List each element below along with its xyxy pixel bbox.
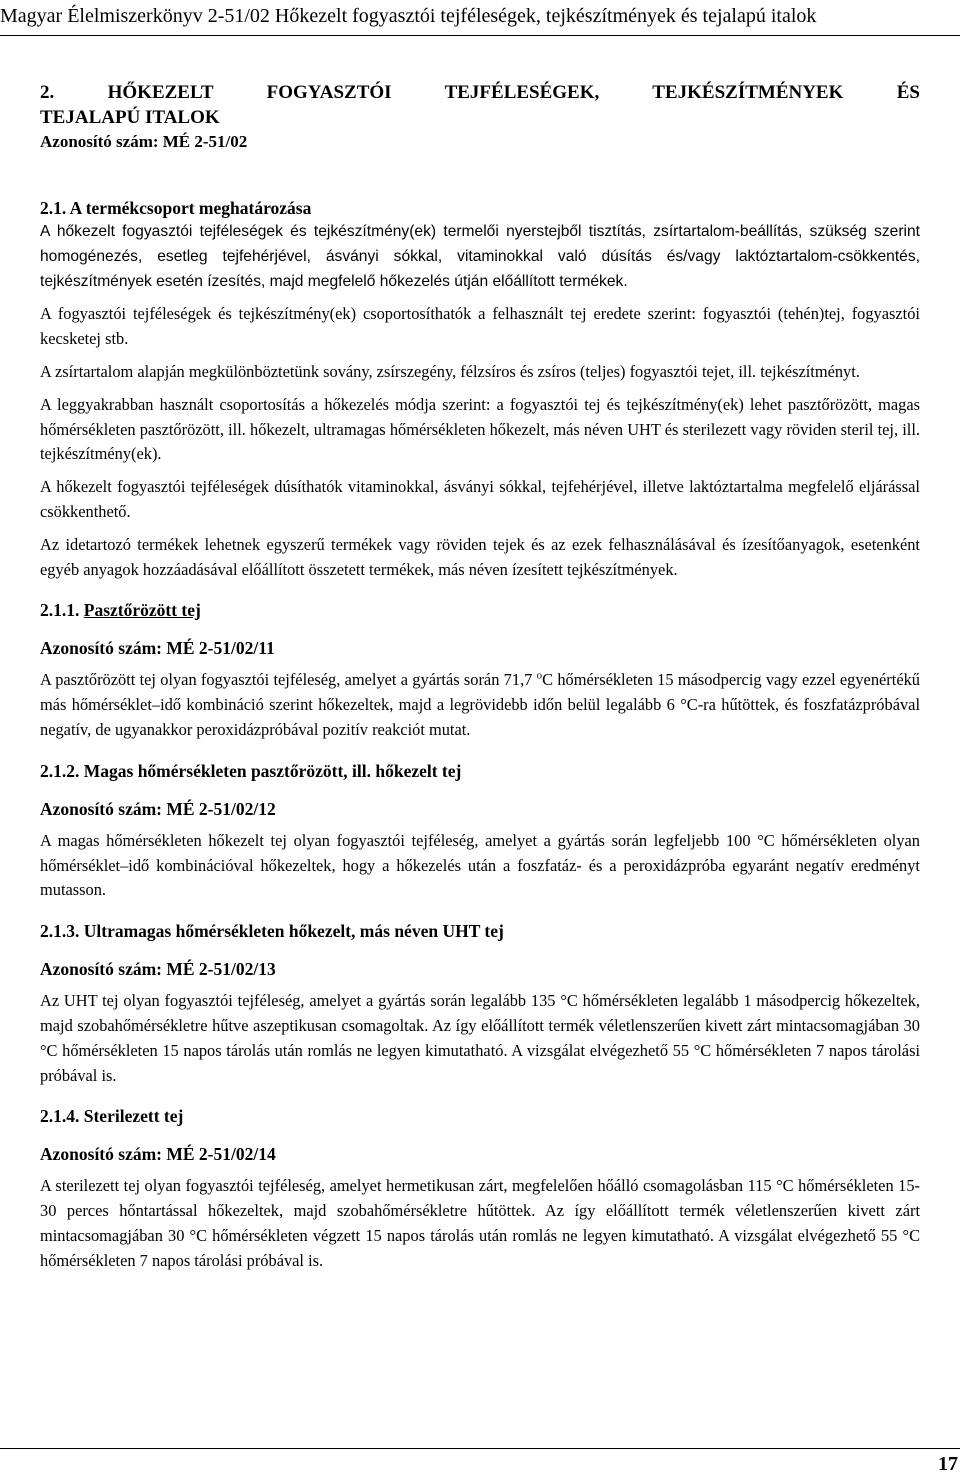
section-paragraph: A zsírtartalom alapján megkülönböztetünk sovány, zsírszegény, félzsíros és zsíros (teljes) fogyasztói tejet, ill. tejkészítményt. <box>40 361 860 381</box>
subsection-heading-2-1-2 <box>40 759 920 783</box>
section-paragraph: A leggyakrabban használt csoportosítás a hőkezelés módja szerint: a fogyasztói tej és tejkészítmény(ek) lehet pasztőrözött, magas hőmérsékleten pasztőrözött, ill. hőkezelt, ultramagas hőmérsékleten hőkezelt, más néven UHT és sterilezett vagy röviden steril tej, ill. tejkészítmény(ek). <box>40 394 920 464</box>
subsection-id: Azonosító szám: MÉ 2-51/02/11 <box>40 638 275 659</box>
subsection-id: Azonosító szám: MÉ 2-51/02/13 <box>40 959 276 980</box>
chapter-title-line2: TEJALAPÚ ITALOK <box>40 107 220 128</box>
subsection-text: Az UHT tej olyan fogyasztói tejféleség, amelyet a gyártás során legalább 135 °C hőmérsékleten legalább 1 másodpercig hőkezeltek, majd szobahőmérsékletre hűtve aszeptikusan csomagoltak. Az így előállított termék véletlenszerűen kivett zárt mintacsomagjában 30 °C hőmérsékleten 15 napos tárolás után romlás ne legyen kimutatható. A vizsgálat elvégezhető 55 °C hőmérsékleten 7 napos tárolási próbával is. <box>40 991 920 1085</box>
chapter-id: Azonosító szám: MÉ 2-51/02 <box>40 132 248 151</box>
subsection-text: A sterilezett tej olyan fogyasztói tejféleség, amelyet hermetikusan zárt, megfelelően hőálló csomagolásban 115 °C hőmérsékleten 15-30 perces hőntartással hőkezeltek, majd szobahőmérsékletre hűtöttek. Az így előállított termék véletlenszerűen kivett zárt mintacsomagjában 30 °C hőmérsékleten végzett 15 napos tárolás után romlás ne legyen kimutatható. A vizsgálat elvégezhető 55 °C hőmérsékleten 7 napos tárolási próbával is. <box>40 1176 920 1270</box>
footer-divider <box>0 1448 960 1449</box>
section-paragraph: A fogyasztói tejféleségek és tejkészítmény(ek) csoportosíthatók a felhasznált tej eredete szerint: fogyasztói (tehén)tej, fogyasztói kecsketej stb. <box>40 304 920 349</box>
subsection-text-part: A pasztőrözött tej olyan fogyasztói tejféleség, amelyet a gyártás során 71,7 <box>40 670 537 690</box>
subsection-number: 2.1.4. <box>40 1106 80 1127</box>
subsection-title: Sterilezett tej <box>83 1106 184 1127</box>
subsection-number: 2.1.1. <box>40 600 80 621</box>
running-header <box>0 0 960 36</box>
subsection-heading-2-1-4 <box>40 1104 920 1128</box>
section-paragraph: Az idetartozó termékek lehetnek egyszerű termékek vagy röviden tejek és az ezek felhasználásával és ízesítőanyagok, esetenként egyéb anyagok hozzáadásával előállított összetett termékek, más néven ízesített tejkészítmények. <box>40 534 920 579</box>
running-header-title: Magyar Élelmiszerkönyv 2-51/02 Hőkezelt fogyasztói tejféleségek, tejkészítmények és tejalapú italok <box>0 5 817 27</box>
subsection-title: Magas hőmérsékleten pasztőrözött, ill. hőkezelt tej <box>83 760 462 781</box>
subsection-title: Ultramagas hőmérsékleten hőkezelt, más néven UHT tej <box>83 921 504 942</box>
section-heading: 2.1. A termékcsoport meghatározása <box>40 198 312 218</box>
subsection-heading-2-1-3 <box>40 919 920 943</box>
degree-superscript: o <box>536 669 543 682</box>
subsection-title: Pasztőrözött tej <box>83 600 201 621</box>
chapter-title-line1: 2. HŐKEZELT FOGYASZTÓI TEJFÉLESÉGEK, TEJKÉSZÍTMÉNYEK ÉS <box>40 82 920 103</box>
section-paragraph: A hőkezelt fogyasztói tejféleségek és tejkészítmény(ek) termelői nyerstejből tisztítás, zsírtartalom-beállítás, szükség szerint homogénezés, esetleg tejfehérjével, ásványi sókkal, vitaminokkal való dúsítás és/vagy laktóztartalom-csökkentés, tejkészítmények esetén ízesítés, majd megfelelő hőkezelés útján előállított termékek. <box>40 223 920 290</box>
subsection-text-part: C hőmérsékleten 15 másodpercig vagy ezzel egyenértékű más hőmérséklet–idő kombináció szerint hőkezeltek, majd a legrövidebb időn belül legalább 6 °C-ra hűtöttek, és foszfatázpróbával negatív, de ugyanakkor peroxidázpróbával pozitív reakciót mutat. <box>40 670 920 739</box>
subsection-number: 2.1.3. <box>40 921 80 942</box>
page-content <box>40 80 920 1282</box>
subsection-text <box>40 668 920 742</box>
subsection-text: A magas hőmérsékleten hőkezelt tej olyan fogyasztói tejféleség, amelyet a gyártás során legfeljebb 100 °C hőmérsékleten olyan hőmérséklet–idő kombinációval hőkezeltek, hogy a hőkezelés után a foszfatáz- és a peroxidázpróba egyaránt negatív eredményt mutasson. <box>40 830 920 900</box>
page-number: 17 <box>938 1453 958 1475</box>
subsection-id: Azonosító szám: MÉ 2-51/02/12 <box>40 798 276 819</box>
section-paragraph: A hőkezelt fogyasztói tejféleségek dúsíthatók vitaminokkal, ásványi sókkal, tejfehérjével, illetve laktóztartalma megfelelő eljárással csökkenthető. <box>40 477 920 521</box>
subsection-heading-2-1-1 <box>40 598 920 622</box>
subsection-id: Azonosító szám: MÉ 2-51/02/14 <box>40 1144 276 1165</box>
subsection-number: 2.1.2. <box>40 760 80 781</box>
